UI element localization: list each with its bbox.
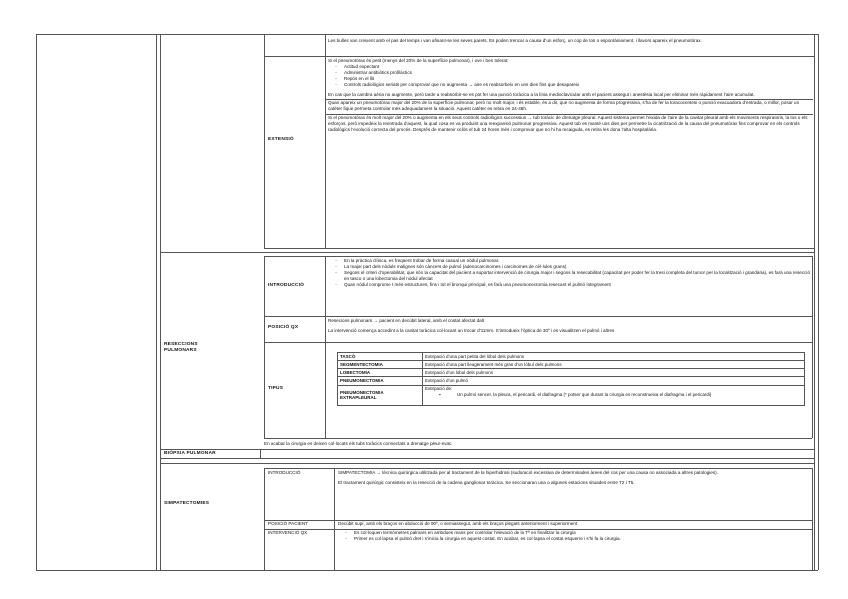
- tipus-name: LOBECTOMIA: [338, 369, 423, 377]
- list-item: - Segons el criteri d’operabilitat, que són la capacitat del pacient a suportar intervenció de cirurgia major i segons la resecabilitat (capacitat per poder fer la tresi completa del tumor per la localització i grandària), es farà una resecció en tasco o una lobectomia del nòdul afectat: [335, 270, 810, 282]
- tipus-name: PNEUMONECTOMIA EXTRAPLEURAL: [338, 385, 423, 406]
- table-row: [338, 377, 805, 385]
- simpat-posicio-content: Decúbit supí, amb els braços en abducció de 90º, o semiassegut, amb els braços plegats anteriorment i superiorment: [338, 521, 578, 526]
- table-row: [338, 369, 805, 377]
- list-item: - Primer es col·lapsa el pulmó dret i s’inicia la cirurgia en aquest costat. En acabar, es col·lapsa el costat esquerre i s’hi fa la cirurgia.: [345, 536, 621, 542]
- table-line: [260, 449, 261, 458]
- tipus-desc: Extirpació d’un lòbul dels pulmons: [423, 369, 805, 377]
- simpat-intro-p2: El tractament quirúrgic consisteix en la resecció de la cadena ganglionar toràcica. Se seccionaran una o algunes estacions situades entre T2 i T5.: [338, 480, 635, 486]
- tipus-desc: Extirpació d’un pulmó: [423, 377, 805, 385]
- page-frame-line: [36, 34, 818, 35]
- list-item: - Administrar antibiòtics profilàctics: [335, 70, 412, 76]
- table-line: [812, 256, 813, 438]
- simpat-interv-content: [336, 529, 812, 569]
- page-frame-line: [818, 34, 819, 570]
- tipus-name: TASCÓ: [338, 353, 423, 361]
- pneumo-intro-text: Les bulles van creixent amb el pas del temps i van afinant-se les seves parets. Es poden trencar a causa d’un esforç, un cop de tos o espontàniament, i llavors apareix el pneumotòrax.: [328, 38, 702, 43]
- table-line: [264, 256, 265, 438]
- page-frame-line: [160, 34, 161, 570]
- table-row: [338, 385, 805, 406]
- simpat-intro-content: [336, 469, 812, 520]
- extensio-small-intro: Si el pneumotòrax és petit (menys del 20% de la superfície pulmonar), i ove i ben tolerat:: [328, 58, 509, 63]
- simpat-intro-label: INTRODUCCIÓ: [268, 470, 301, 475]
- biopsia-label: BIÒPSIA PULMONAR: [164, 451, 216, 456]
- reseccions-intro-label: INTRODUCCIÓ: [268, 283, 305, 288]
- table-line: [264, 248, 814, 249]
- page-frame-line: [814, 34, 815, 570]
- list-item: - Repòs en el llit: [335, 76, 375, 82]
- list-item: ▪ Un pulmó sencer, la pleura, el pericardi, el diafragma (* potser que durant la cirurgia es reconstrueixa el diafragma i el pericardi): [439, 392, 712, 398]
- table-line: [812, 468, 813, 570]
- tipus-label: TIPUS: [268, 386, 284, 391]
- extensio-paragraph: En cas que la cambra aèria no augmente, però tarde a reabsorbir-se es pot fer una punció toràcica a la línia medioclavicular amb el pacient assegut i anestèsia local per eliminar més ràpidament l’aire acumulat.: [328, 92, 755, 98]
- page-frame-line: [36, 570, 818, 571]
- list-item: - Actitud expectant: [335, 64, 380, 70]
- reseccions-final-note: En acabar la cirurgia es deixen col·locats els tubs toràcics connectats a drenatge pleur-evac.: [264, 441, 453, 446]
- tipus-desc: Extirpació d’una part lleugerament més gran d’un lòbul dels pulmons: [423, 361, 805, 369]
- table-line: [264, 342, 812, 343]
- tipus-name: SEGMENTECTOMIA: [338, 361, 423, 369]
- list-item: - En la pràctica clínica, es freqüent trobar de forma casual un nòdul pulmonar.: [335, 258, 500, 263]
- tipus-table: [337, 352, 805, 406]
- table-row: [338, 353, 805, 361]
- extensio-paragraph: Si el pneumotòrax és molt major del 20% o augmenta en els seus controls radiològics successius → tub toràcic de drenatge pleural. Aquest sistema permet l’eixida de l’aire de la cavitat pleural amb els moviments respiratoris, la tos o els esforços, però impedeix la reentrada d’aquest, la qual cosa es va produint una reexpansió pulmonar progressiva. Aquest tub es manté uns dies per permetre la cicatrització de la causa del pneumotòrax fins comprovar en els controls radiològics l’evolució correcta del procés. Després de mantenir oclòs el tub 24 hores més i comprovar que no hi ha recaiguda, es retira les dona l’alta hospitalària.: [328, 114, 808, 132]
- simpat-intro-p1: SIMPATECTOMIA → tècnica quirúrgica utilitzada per al tractament de la hiperhidrosi (sudoració excessiva de determinades àrees del cos per una causa no associada a altres patologies).: [338, 470, 718, 475]
- simpat-interv-label: INTERVENCIÓ QX: [268, 530, 308, 535]
- table-line: [160, 449, 814, 450]
- extensio-paragraph: Quan apareix un pneumotòrax major del 20% de la superfície pulmonar, però no molt major, i és estable, és a dir, que no augmenta de forma progressiva, s’ha de fer la toracocentesi o punció evacuadora d’entrada, o millor, posar un catèter fique permeta controlar més adequadament la situació. Aquest catèter es retira en 24-48h.: [328, 100, 800, 112]
- table-line: [160, 458, 814, 459]
- outer-left-border: [36, 34, 37, 570]
- table-row: [338, 361, 805, 369]
- list-item: - Es col·loquen termòmetres palmars en ambdues mans per controlar l’elevació de la Tª en finalitzar la cirurgia: [345, 530, 576, 535]
- table-line: [264, 438, 812, 439]
- simpat-posicio-label: POSICIÓ PACIENT: [268, 521, 308, 526]
- page-frame-line: [156, 34, 157, 570]
- extensio-content: [326, 57, 813, 247]
- reseccions-intro-content: [326, 257, 812, 316]
- tipus-desc: Extirpació de: ▪ Un pulmó sencer, la pleura, el pericardi, el diafragma (* potser que durant la cirurgia es reconstrueixa el diafragma i el pericardi): [423, 385, 805, 406]
- tipus-desc: Extirpació d’una part petita del lòbul dels pulmons: [423, 353, 805, 361]
- extensio-bullet-list: [328, 64, 811, 88]
- table-line: [264, 34, 265, 248]
- list-item: - Quan nòdul comprome t més estructures, fins i tot el bronqui principal, es farà una pneumonectomia resecant el pulmó íntegrament: [335, 282, 611, 288]
- list-item: - La major part dels nòduls malignes són càncers de pulmó (adenocarcinomes i carcinomes de cèl·lules grans): [335, 264, 567, 270]
- posicio-qx-content: [326, 317, 812, 342]
- section-divider: [160, 252, 814, 253]
- table-line: [334, 468, 335, 570]
- simpatectomies-label: SIMPATECTOMIES: [164, 501, 210, 506]
- table-line: [160, 463, 814, 464]
- extensio-label: EXTENSIÓ: [268, 137, 294, 142]
- posicio-qx-label: POSICIÓ QX: [268, 325, 299, 330]
- posicio-qx-text: Resecions pulmonars → pacient en decúbit lateral, amb el costat afectat dalt: [328, 318, 485, 323]
- list-item: - Controls radiològics seriats per comprovar que no augmenta → aire es reabsorbeix en uns dies fins que desapareix: [335, 82, 580, 88]
- table-line: [264, 468, 265, 570]
- tipus-name: PNEUMONECTOMIA: [338, 377, 423, 385]
- reseccions-label: RESECCIONS PULMONARS: [164, 342, 198, 354]
- intervencio-text: La intervenció comença accedint a la cavitat toràcica col·locant un trocar d’11mm. S’introdueix l’òptica de 30º i es visualitzen el pulmó i altres: [328, 328, 615, 334]
